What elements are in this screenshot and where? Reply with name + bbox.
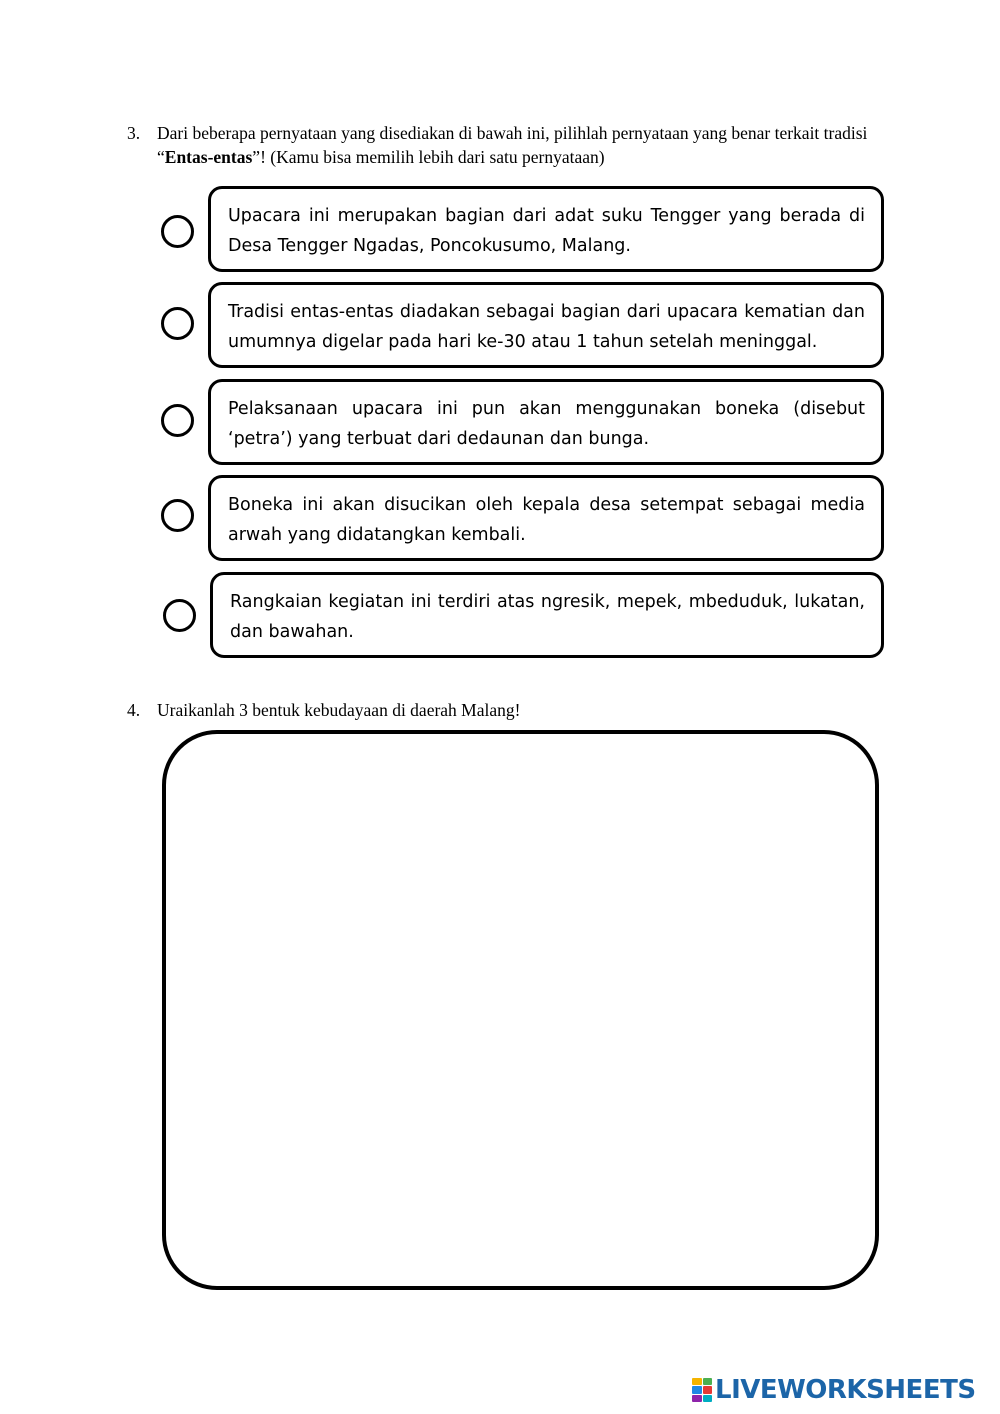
brand-footer[interactable] [692, 1375, 976, 1405]
question-4-text: Uraikanlah 3 bentuk kebudayaan di daerah Malang! [157, 700, 521, 720]
logo-square-1 [692, 1378, 702, 1385]
option-4-radio[interactable] [161, 499, 194, 532]
option-2-text: Tradisi entas-entas diadakan sebagai bagian dari upacara kematian dan umumnya digelar pada hari ke-30 atau 1 tahun setelah meninggal. [228, 302, 865, 352]
logo-square-5 [692, 1395, 702, 1402]
option-row-3 [158, 379, 884, 467]
option-row-1 [158, 186, 884, 274]
answer-box [162, 730, 879, 1290]
logo-square-2 [703, 1378, 713, 1385]
answer-textarea[interactable] [196, 764, 845, 1256]
question-3-text [157, 121, 872, 169]
option-3-box[interactable] [208, 379, 884, 465]
option-3-text: Pelaksanaan upacara ini pun akan menggunakan boneka (disebut ‘petra’) yang terbuat dari dedaunan dan bunga. [228, 399, 865, 449]
question-3-number: 3. [127, 123, 141, 143]
option-4-text: Boneka ini akan disucikan oleh kepala desa setempat sebagai media arwah yang didatangkan kembali. [228, 495, 865, 545]
liveworksheets-logo-icon [692, 1378, 712, 1402]
question-4-number: 4. [127, 700, 141, 720]
option-5-radio[interactable] [163, 599, 196, 632]
question-3-bold-term: Entas-entas [164, 147, 253, 167]
option-5-box[interactable] [210, 572, 884, 658]
option-row-2 [158, 282, 884, 370]
option-2-box[interactable] [208, 282, 884, 368]
option-row-5 [160, 572, 884, 660]
logo-square-6 [703, 1395, 713, 1402]
question-4 [127, 698, 872, 722]
question-3 [127, 121, 872, 169]
option-2-radio[interactable] [161, 307, 194, 340]
option-1-box[interactable] [208, 186, 884, 272]
option-3-radio[interactable] [161, 404, 194, 437]
logo-square-4 [703, 1386, 713, 1393]
brand-name: LIVEWORKSHEETS [715, 1375, 976, 1405]
option-1-text: Upacara ini merupakan bagian dari adat suku Tengger yang berada di Desa Tengger Ngadas, Poncokusumo, Malang. [228, 206, 865, 256]
option-row-4 [158, 475, 884, 563]
option-4-box[interactable] [208, 475, 884, 561]
option-1-radio[interactable] [161, 215, 194, 248]
option-5-text: Rangkaian kegiatan ini terdiri atas ngresik, mepek, mbeduduk, lukatan, dan bawahan. [230, 592, 865, 642]
logo-square-3 [692, 1386, 702, 1393]
question-3-text-before: Dari beberapa pernyataan yang disediakan di bawah ini, pilihlah pernyataan yang benar terkait tradisi “ [157, 123, 868, 167]
question-3-text-after: ”! (Kamu bisa memilih lebih dari satu pernyataan) [252, 147, 605, 167]
